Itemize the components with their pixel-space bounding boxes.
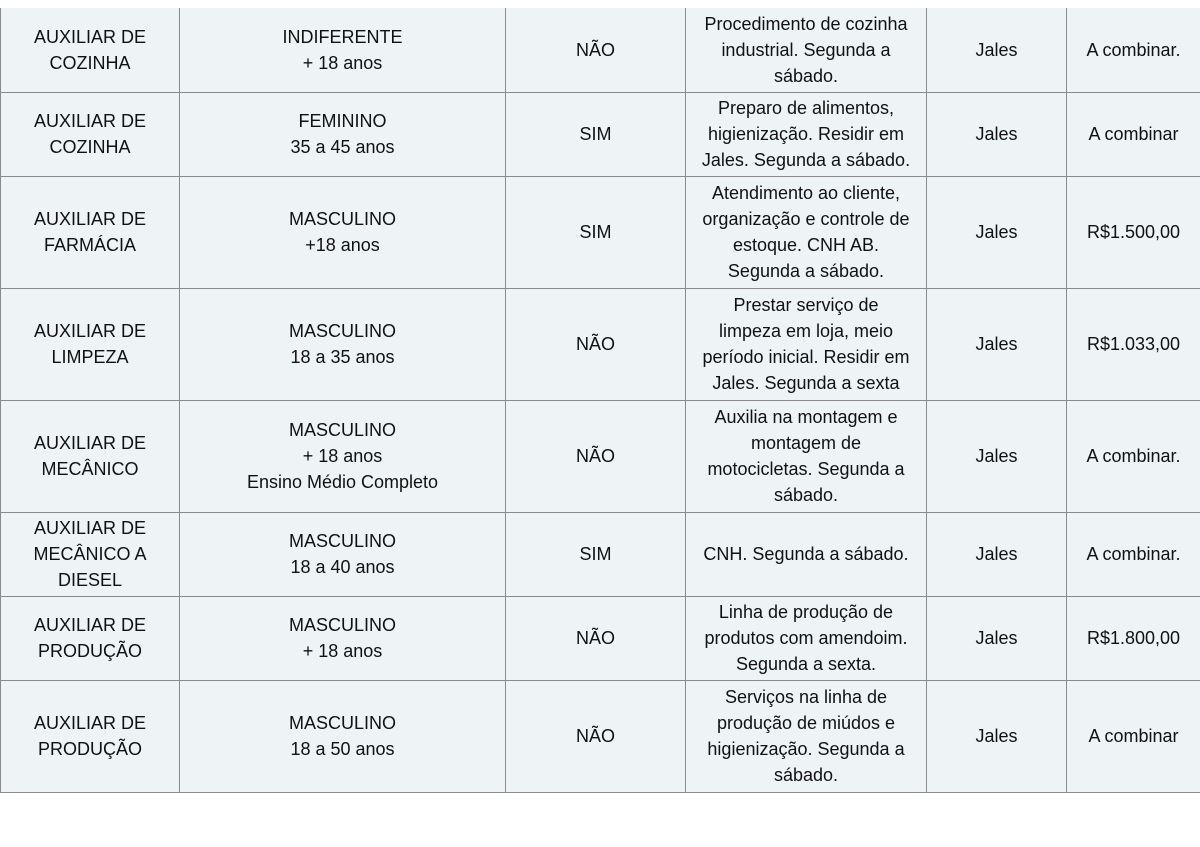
license-required-cell: NÃO xyxy=(506,596,686,680)
job-title-line: AUXILIAR DE xyxy=(33,713,147,733)
job-description-line: Prestar serviço de xyxy=(733,295,879,315)
job-description-cell xyxy=(686,288,927,400)
job-title-cell xyxy=(1,8,180,92)
job-title-cell xyxy=(1,400,180,512)
job-title-cell xyxy=(1,680,180,792)
job-title-line: FARMÁCIA xyxy=(43,235,136,255)
candidate-profile-line: MASCULINO xyxy=(288,209,396,229)
job-title-line: MECÂNICO xyxy=(41,459,139,479)
city-cell: Jales xyxy=(927,288,1067,400)
candidate-profile-line: + 18 anos xyxy=(302,52,383,73)
job-title-line: AUXILIAR DE xyxy=(33,209,147,229)
job-description-cell xyxy=(686,8,927,92)
job-description-line: Procedimento de cozinha xyxy=(704,13,908,34)
job-description-line: higienização. Segunda a xyxy=(707,739,905,759)
job-title-line: DIESEL xyxy=(57,570,123,590)
license-required-cell: NÃO xyxy=(506,8,686,92)
job-title-cell xyxy=(1,288,180,400)
city-cell: Jales xyxy=(927,596,1067,680)
job-title-line: AUXILIAR DE xyxy=(33,26,147,47)
candidate-profile-cell xyxy=(180,596,506,680)
license-required-cell: SIM xyxy=(506,92,686,176)
candidate-profile-line: MASCULINO xyxy=(288,615,396,635)
job-title-line: PRODUÇÃO xyxy=(37,641,142,661)
job-description-line: produção de miúdos e xyxy=(716,713,896,733)
table-row xyxy=(1,8,1200,92)
job-description-cell xyxy=(686,680,927,792)
candidate-profile-line: + 18 anos xyxy=(302,446,383,466)
license-required-cell: SIM xyxy=(506,176,686,288)
job-title-cell xyxy=(1,512,180,596)
table-row xyxy=(1,92,1200,176)
job-description-line: produtos com amendoim. xyxy=(704,628,908,648)
job-description-line: sábado. xyxy=(773,65,839,86)
job-description-line: motocicletas. Segunda a xyxy=(707,459,905,479)
candidate-profile-line: 18 a 50 anos xyxy=(290,739,395,759)
candidate-profile-line: MASCULINO xyxy=(288,420,396,440)
job-title-line: AUXILIAR DE xyxy=(33,321,147,341)
job-title-line: COZINHA xyxy=(49,52,131,73)
table-row xyxy=(1,680,1200,792)
job-description-cell xyxy=(686,400,927,512)
job-description-line: sábado. xyxy=(773,765,839,785)
job-title-line: AUXILIAR DE xyxy=(33,111,147,131)
job-title-cell xyxy=(1,92,180,176)
job-description-cell xyxy=(686,92,927,176)
job-title-line: AUXILIAR DE xyxy=(33,518,147,538)
candidate-profile-cell xyxy=(180,92,506,176)
license-required-cell: NÃO xyxy=(506,400,686,512)
candidate-profile-cell xyxy=(180,288,506,400)
job-description-line: limpeza em loja, meio xyxy=(718,321,894,341)
candidate-profile-line: 35 a 45 anos xyxy=(290,137,395,157)
job-description-line: higienização. Residir em xyxy=(707,124,905,144)
candidate-profile-line: MASCULINO xyxy=(288,531,396,551)
job-title-line: LIMPEZA xyxy=(51,347,129,367)
salary-cell: R$1.033,00 xyxy=(1067,288,1200,400)
candidate-profile-cell xyxy=(180,176,506,288)
candidate-profile-cell xyxy=(180,400,506,512)
job-description-line: montagem de xyxy=(750,433,862,453)
job-description-line: estoque. CNH AB. xyxy=(732,235,880,255)
job-listings-table xyxy=(0,8,1200,793)
job-description-line: organização e controle de xyxy=(702,209,910,229)
job-description-line: Linha de produção de xyxy=(718,602,894,622)
job-description-cell xyxy=(686,596,927,680)
job-description-line: sábado. xyxy=(773,485,839,505)
job-description-line: Atendimento ao cliente, xyxy=(711,183,901,203)
job-description-line: Serviços na linha de xyxy=(724,687,888,707)
job-description-line: Segunda a sábado. xyxy=(727,261,885,281)
job-description-line: período inicial. Residir em xyxy=(702,347,910,367)
salary-cell: R$1.500,00 xyxy=(1067,176,1200,288)
candidate-profile-line: MASCULINO xyxy=(288,321,396,341)
salary-cell: A combinar xyxy=(1067,92,1200,176)
candidate-profile-line: 18 a 35 anos xyxy=(290,347,395,367)
candidate-profile-line: FEMININO xyxy=(298,111,387,131)
candidate-profile-line: MASCULINO xyxy=(288,713,396,733)
job-description-line: Auxilia na montagem e xyxy=(714,407,898,427)
city-cell: Jales xyxy=(927,92,1067,176)
job-title-cell xyxy=(1,596,180,680)
candidate-profile-line: INDIFERENTE xyxy=(282,26,403,47)
table-row xyxy=(1,176,1200,288)
license-required-cell: NÃO xyxy=(506,288,686,400)
job-title-line: COZINHA xyxy=(49,137,131,157)
job-description-cell xyxy=(686,512,927,596)
job-listings-body xyxy=(1,8,1200,792)
job-title-line: AUXILIAR DE xyxy=(33,615,147,635)
job-description-line: CNH. Segunda a sábado. xyxy=(703,544,909,564)
candidate-profile-line: 18 a 40 anos xyxy=(290,557,395,577)
job-title-line: PRODUÇÃO xyxy=(37,739,142,759)
salary-cell: A combinar. xyxy=(1067,400,1200,512)
job-description-line: Segunda a sexta. xyxy=(735,654,877,674)
candidate-profile-line: +18 anos xyxy=(305,235,380,255)
job-description-cell xyxy=(686,176,927,288)
table-row xyxy=(1,400,1200,512)
job-title-cell xyxy=(1,176,180,288)
job-title-line: MECÂNICO A xyxy=(33,544,147,564)
city-cell: Jales xyxy=(927,512,1067,596)
job-description-line: Preparo de alimentos, xyxy=(717,98,895,118)
salary-cell: R$1.800,00 xyxy=(1067,596,1200,680)
city-cell: Jales xyxy=(927,8,1067,92)
candidate-profile-line: Ensino Médio Completo xyxy=(246,472,439,492)
job-title-line: AUXILIAR DE xyxy=(33,433,147,453)
city-cell: Jales xyxy=(927,400,1067,512)
candidate-profile-cell xyxy=(180,680,506,792)
candidate-profile-line: + 18 anos xyxy=(302,641,383,661)
license-required-cell: NÃO xyxy=(506,680,686,792)
job-description-line: Jales. Segunda a sexta xyxy=(712,373,900,393)
salary-cell: A combinar. xyxy=(1067,8,1200,92)
table-row xyxy=(1,288,1200,400)
candidate-profile-cell xyxy=(180,8,506,92)
table-row xyxy=(1,596,1200,680)
job-description-line: Jales. Segunda a sábado. xyxy=(701,150,911,170)
table-row xyxy=(1,512,1200,596)
salary-cell: A combinar. xyxy=(1067,512,1200,596)
job-description-line: industrial. Segunda a xyxy=(721,39,891,60)
candidate-profile-cell xyxy=(180,512,506,596)
city-cell: Jales xyxy=(927,680,1067,792)
salary-cell: A combinar xyxy=(1067,680,1200,792)
license-required-cell: SIM xyxy=(506,512,686,596)
city-cell: Jales xyxy=(927,176,1067,288)
